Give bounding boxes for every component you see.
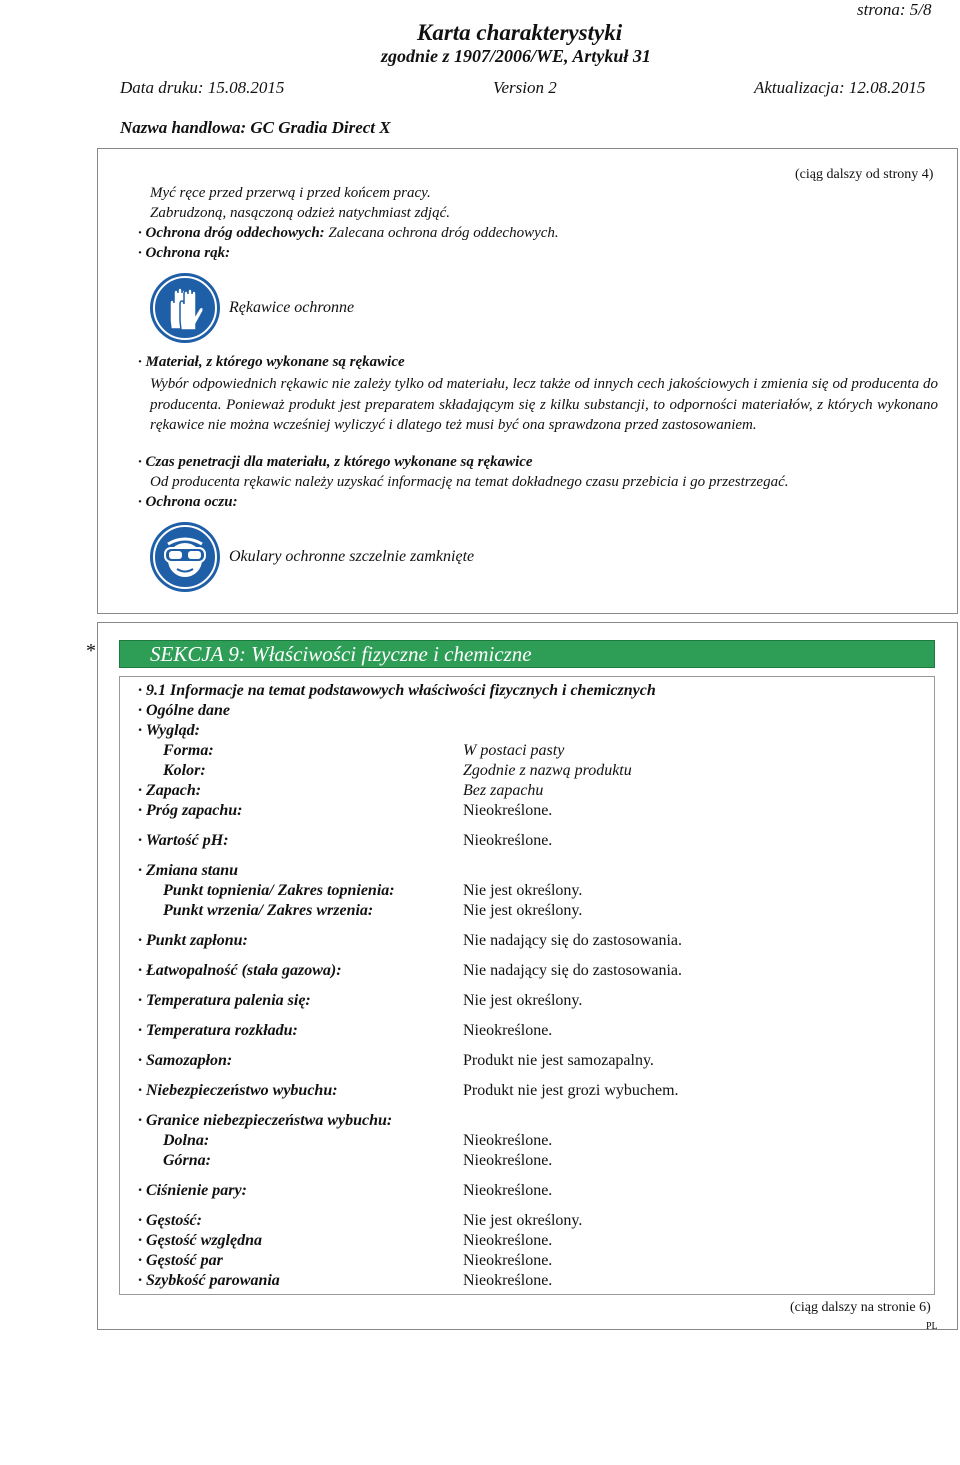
property-value: Nieokreślone. [463,1132,553,1149]
property-value: Nie nadający się do zastosowania. [463,932,683,949]
glove-material-label: · Materiał, z którego wykonane są rękawice [138,354,405,370]
property-value: Nieokreślone. [463,1232,553,1249]
general-data-label: · Ogólne dane [138,702,230,719]
gloves-icon [150,273,220,343]
subsection-9-1-heading: · 9.1 Informacje na temat podstawowych właściwości fizycznych i chemicznych [138,682,656,699]
property-label: Dolna: [163,1132,210,1149]
property-label: · Łatwopalność (stała gazowa): [138,962,342,979]
property-label: · Gęstość względna [138,1232,262,1249]
section-9-header-bar [119,640,935,668]
property-value: Nieokreślone. [463,1022,553,1039]
section-9-title: SEKCJA 9: Właściwości fizyczne i chemiczne [150,642,532,666]
property-value: Bez zapachu [463,782,544,799]
property-value: W postaci pasty [463,742,565,759]
property-label: Kolor: [163,762,206,779]
page-number: strona: 5/8 [857,0,932,19]
property-label: · Temperatura rozkładu: [138,1022,298,1039]
property-label: · Wartość pH: [138,832,229,849]
property-label: Forma: [163,742,214,759]
property-value: Produkt nie jest samozapalny. [463,1052,654,1069]
property-value: Nie jest określony. [463,1212,583,1229]
property-value: Nieokreślone. [463,832,553,849]
goggles-caption: Okulary ochronne szczelnie zamknięte [229,548,475,565]
property-value: Nie jest określony. [463,992,583,1009]
property-value: Nie jest określony. [463,882,583,899]
continued-from: (ciąg dalszy od strony 4) [795,167,934,182]
trade-name: Nazwa handlowa: GC Gradia Direct X [120,118,391,137]
revision-marker: * [86,640,96,662]
document-title: Karta charakterystyki [417,20,623,45]
gloves-caption: Rękawice ochronne [229,299,355,316]
property-value: Nie jest określony. [463,902,583,919]
property-label: · Zmiana stanu [138,862,239,879]
property-label: · Gęstość: [138,1212,202,1229]
property-label: · Szybkość parowania [138,1272,280,1289]
property-value: Nieokreślone. [463,1152,553,1169]
property-label: · Ciśnienie pary: [138,1182,247,1199]
property-label: · Granice niebezpieczeństwa wybuchu: [138,1112,393,1129]
property-label: · Samozapłon: [138,1052,233,1069]
property-value: Nieokreślone. [463,1182,553,1199]
property-value: Nieokreślone. [463,802,553,819]
property-value: Nieokreślone. [463,1272,553,1289]
eye-protection-label: · Ochrona oczu: [138,494,238,510]
hand-protection-label: · Ochrona rąk: [138,245,231,261]
glove-material-text: Wybór odpowiednich rękawic nie zależy tylko od materiału, lecz także od innych cech jakościowych i zmienia się od producenta do producenta. Ponieważ produkt jest preparatem składającym się z kilku substancji, to odporności materiałów, z których wykonano rękawice nie można wcześniej wyliczyć i dlatego też musi być ona sprawdzona przed zastosowaniem. [150,376,938,433]
property-label: · Gęstość par [138,1252,223,1269]
property-label: · Niebezpieczeństwo wybuchu: [138,1082,338,1099]
penetration-label: · Czas penetracji dla materiału, z którego wykonane są rękawice [138,454,533,470]
document-subtitle: zgodnie z 1907/2006/WE, Artykuł 31 [381,46,651,66]
property-value: Zgodnie z nazwą produktu [463,762,632,779]
version: Version 2 [493,78,557,97]
language-code: PL [926,1321,938,1332]
property-label: · Próg zapachu: [138,802,243,819]
penetration-text: Od producenta rękawic należy uzyskać informację na temat dokładnego czasu przebicia i go przestrzegać. [150,474,789,490]
property-label: · Zapach: [138,782,202,799]
property-value: Nieokreślone. [463,1252,553,1269]
property-label: · Temperatura palenia się: [138,992,311,1009]
property-value: Nie nadający się do zastosowania. [463,962,683,979]
property-label: Punkt wrzenia/ Zakres wrzenia: [163,902,374,919]
property-label: Punkt topnienia/ Zakres topnienia: [163,882,395,899]
property-value: Produkt nie jest grozi wybuchem. [463,1082,679,1099]
appearance-label: · Wygląd: [138,722,200,739]
respiratory-value: Zalecana ochrona dróg oddechowych. [328,225,559,241]
hygiene-line-2: Zabrudzoną, nasączoną odzież natychmiast zdjąć. [150,205,450,221]
update-date: Aktualizacja: 12.08.2015 [754,78,926,97]
goggles-icon [150,522,220,592]
property-label: Górna: [163,1152,212,1169]
respiratory-label: · Ochrona dróg oddechowych: [138,225,325,241]
property-label: · Punkt zapłonu: [138,932,248,949]
continued-to: (ciąg dalszy na stronie 6) [790,1300,931,1315]
print-date: Data druku: 15.08.2015 [120,78,285,97]
hygiene-line-1: Myć ręce przed przerwą i przed końcem pracy. [150,185,431,201]
